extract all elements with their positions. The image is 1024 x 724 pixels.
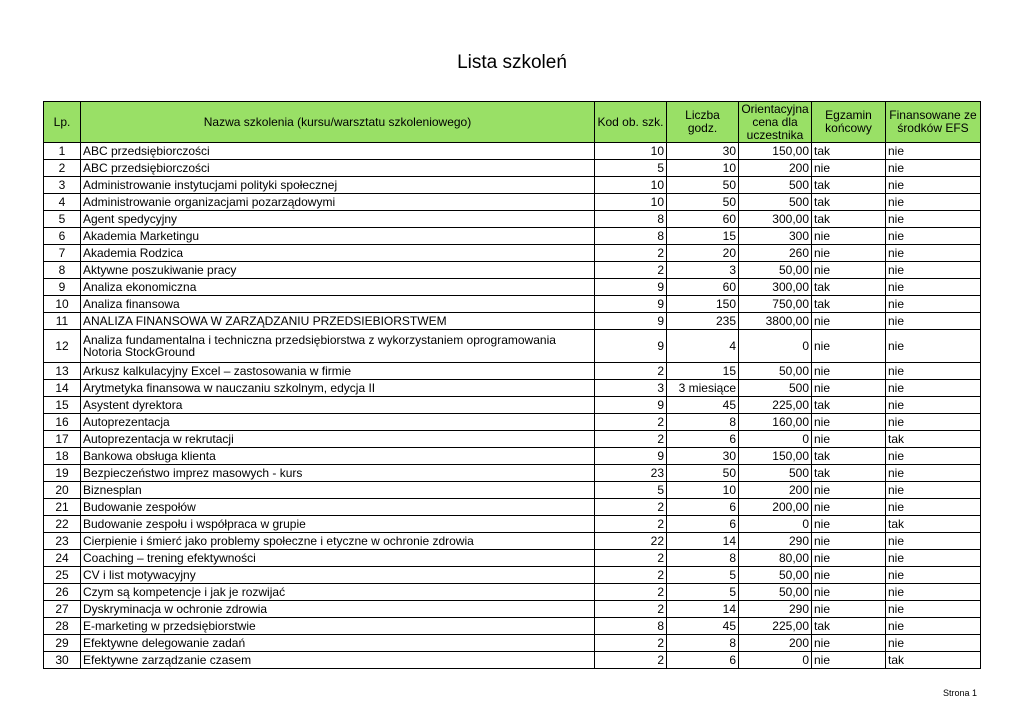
cell-name: Autoprezentacja — [81, 414, 595, 431]
cell-lp: 14 — [44, 380, 81, 397]
cell-lp: 22 — [44, 516, 81, 533]
cell-code: 2 — [595, 414, 667, 431]
cell-hours: 6 — [667, 516, 739, 533]
cell-exam: tak — [812, 211, 886, 228]
cell-name: Akademia Rodzica — [81, 245, 595, 262]
cell-name: Efektywne zarządzanie czasem — [81, 652, 595, 669]
cell-code: 5 — [595, 482, 667, 499]
cell-exam: nie — [812, 431, 886, 448]
cell-price: 0 — [739, 516, 812, 533]
col-header-efs: Finansowane ze środków EFS — [886, 102, 981, 143]
cell-code: 2 — [595, 431, 667, 448]
table-row — [44, 516, 981, 533]
table-row — [44, 448, 981, 465]
cell-lp: 28 — [44, 618, 81, 635]
cell-code: 2 — [595, 584, 667, 601]
col-header-price: Orientacyjna cena dla uczestnika — [739, 102, 812, 143]
cell-exam: nie — [812, 652, 886, 669]
table-row — [44, 296, 981, 313]
cell-hours: 30 — [667, 143, 739, 160]
cell-hours: 8 — [667, 635, 739, 652]
cell-code: 2 — [595, 262, 667, 279]
cell-efs: nie — [886, 160, 981, 177]
cell-lp: 4 — [44, 194, 81, 211]
cell-price: 50,00 — [739, 584, 812, 601]
cell-name: Budowanie zespołu i współpraca w grupie — [81, 516, 595, 533]
cell-hours: 6 — [667, 431, 739, 448]
cell-hours: 8 — [667, 550, 739, 567]
cell-exam: nie — [812, 584, 886, 601]
table-row — [44, 550, 981, 567]
cell-hours: 14 — [667, 601, 739, 618]
cell-efs: nie — [886, 228, 981, 245]
cell-name: Analiza fundamentalna i techniczna przedsiębiorstwa z wykorzystaniem oprogramowania Notoria StockGround — [81, 330, 595, 363]
cell-exam: nie — [812, 160, 886, 177]
cell-lp: 3 — [44, 177, 81, 194]
cell-price: 80,00 — [739, 550, 812, 567]
cell-exam: nie — [812, 567, 886, 584]
cell-price: 200 — [739, 160, 812, 177]
cell-code: 9 — [595, 313, 667, 330]
table-row — [44, 177, 981, 194]
cell-name: E-marketing w przedsiębiorstwie — [81, 618, 595, 635]
cell-price: 290 — [739, 533, 812, 550]
cell-exam: nie — [812, 499, 886, 516]
cell-code: 23 — [595, 465, 667, 482]
cell-code: 2 — [595, 245, 667, 262]
col-header-lp: Lp. — [44, 102, 81, 143]
cell-hours: 3 miesiące — [667, 380, 739, 397]
cell-code: 2 — [595, 652, 667, 669]
cell-lp: 18 — [44, 448, 81, 465]
cell-price: 200 — [739, 482, 812, 499]
cell-price: 150,00 — [739, 143, 812, 160]
cell-code: 2 — [595, 499, 667, 516]
cell-hours: 50 — [667, 177, 739, 194]
cell-lp: 25 — [44, 567, 81, 584]
table-row — [44, 499, 981, 516]
table-row — [44, 397, 981, 414]
table-row — [44, 194, 981, 211]
cell-exam: nie — [812, 330, 886, 363]
cell-code: 3 — [595, 380, 667, 397]
cell-efs: nie — [886, 330, 981, 363]
cell-name: Analiza finansowa — [81, 296, 595, 313]
cell-exam: nie — [812, 363, 886, 380]
cell-name: Akademia Marketingu — [81, 228, 595, 245]
cell-hours: 6 — [667, 652, 739, 669]
cell-name: Biznesplan — [81, 482, 595, 499]
cell-price: 3800,00 — [739, 313, 812, 330]
cell-price: 0 — [739, 431, 812, 448]
cell-efs: nie — [886, 194, 981, 211]
cell-hours: 6 — [667, 499, 739, 516]
col-header-code: Kod ob. szk. — [595, 102, 667, 143]
cell-name: Agent spedycyjny — [81, 211, 595, 228]
cell-code: 2 — [595, 601, 667, 618]
table-row — [44, 482, 981, 499]
cell-code: 2 — [595, 550, 667, 567]
cell-price: 750,00 — [739, 296, 812, 313]
cell-name: Cierpienie i śmierć jako problemy społeczne i etyczne w ochronie zdrowia — [81, 533, 595, 550]
cell-lp: 12 — [44, 330, 81, 363]
table-row — [44, 330, 981, 363]
cell-efs: nie — [886, 584, 981, 601]
col-header-hours: Liczba godz. — [667, 102, 739, 143]
cell-lp: 23 — [44, 533, 81, 550]
cell-efs: nie — [886, 177, 981, 194]
cell-exam: tak — [812, 143, 886, 160]
cell-exam: nie — [812, 380, 886, 397]
cell-name: Czym są kompetencje i jak je rozwijać — [81, 584, 595, 601]
cell-exam: nie — [812, 262, 886, 279]
cell-name: Bankowa obsługa klienta — [81, 448, 595, 465]
training-table — [43, 101, 981, 669]
page-title: Lista szkoleń — [457, 52, 567, 73]
cell-efs: nie — [886, 414, 981, 431]
cell-hours: 14 — [667, 533, 739, 550]
table-row — [44, 279, 981, 296]
cell-lp: 7 — [44, 245, 81, 262]
cell-exam: tak — [812, 177, 886, 194]
table-row — [44, 262, 981, 279]
cell-name: Administrowanie instytucjami polityki społecznej — [81, 177, 595, 194]
cell-lp: 29 — [44, 635, 81, 652]
cell-name: Efektywne delegowanie zadań — [81, 635, 595, 652]
cell-name: ABC przedsiębiorczości — [81, 143, 595, 160]
cell-exam: nie — [812, 228, 886, 245]
table-row — [44, 313, 981, 330]
cell-price: 0 — [739, 330, 812, 363]
cell-name: Administrowanie organizacjami pozarządowymi — [81, 194, 595, 211]
table-row — [44, 584, 981, 601]
cell-hours: 4 — [667, 330, 739, 363]
cell-name: Budowanie zespołów — [81, 499, 595, 516]
cell-code: 10 — [595, 143, 667, 160]
cell-exam: nie — [812, 635, 886, 652]
table-row — [44, 652, 981, 669]
table-row — [44, 160, 981, 177]
col-header-exam: Egzamin końcowy — [812, 102, 886, 143]
cell-efs: nie — [886, 245, 981, 262]
cell-exam: nie — [812, 533, 886, 550]
cell-efs: nie — [886, 143, 981, 160]
cell-lp: 27 — [44, 601, 81, 618]
cell-exam: tak — [812, 296, 886, 313]
table-row — [44, 414, 981, 431]
cell-code: 2 — [595, 516, 667, 533]
cell-hours: 15 — [667, 228, 739, 245]
table-row — [44, 533, 981, 550]
cell-hours: 20 — [667, 245, 739, 262]
cell-lp: 8 — [44, 262, 81, 279]
cell-price: 200,00 — [739, 499, 812, 516]
cell-price: 260 — [739, 245, 812, 262]
cell-exam: tak — [812, 465, 886, 482]
cell-exam: tak — [812, 618, 886, 635]
cell-code: 2 — [595, 363, 667, 380]
cell-price: 500 — [739, 465, 812, 482]
cell-exam: nie — [812, 313, 886, 330]
cell-efs: nie — [886, 448, 981, 465]
cell-lp: 2 — [44, 160, 81, 177]
cell-efs: tak — [886, 431, 981, 448]
cell-hours: 50 — [667, 465, 739, 482]
cell-efs: nie — [886, 533, 981, 550]
table-row — [44, 245, 981, 262]
cell-lp: 6 — [44, 228, 81, 245]
cell-name: CV i list motywacyjny — [81, 567, 595, 584]
cell-name: Bezpieczeństwo imprez masowych - kurs — [81, 465, 595, 482]
col-header-name: Nazwa szkolenia (kursu/warsztatu szkoleniowego) — [81, 102, 595, 143]
cell-efs: nie — [886, 465, 981, 482]
cell-price: 50,00 — [739, 363, 812, 380]
cell-lp: 15 — [44, 397, 81, 414]
cell-exam: tak — [812, 194, 886, 211]
cell-efs: nie — [886, 313, 981, 330]
cell-name: Autoprezentacja w rekrutacji — [81, 431, 595, 448]
cell-code: 9 — [595, 448, 667, 465]
cell-name: Analiza ekonomiczna — [81, 279, 595, 296]
cell-hours: 3 — [667, 262, 739, 279]
cell-hours: 8 — [667, 414, 739, 431]
cell-hours: 150 — [667, 296, 739, 313]
cell-price: 0 — [739, 652, 812, 669]
cell-code: 5 — [595, 160, 667, 177]
cell-code: 2 — [595, 567, 667, 584]
cell-price: 500 — [739, 194, 812, 211]
cell-lp: 20 — [44, 482, 81, 499]
cell-exam: nie — [812, 550, 886, 567]
cell-name: Coaching – trening efektywności — [81, 550, 595, 567]
cell-lp: 17 — [44, 431, 81, 448]
cell-code: 10 — [595, 177, 667, 194]
cell-hours: 10 — [667, 482, 739, 499]
cell-efs: nie — [886, 567, 981, 584]
cell-lp: 13 — [44, 363, 81, 380]
table-row — [44, 211, 981, 228]
cell-price: 225,00 — [739, 397, 812, 414]
cell-name: Aktywne poszukiwanie pracy — [81, 262, 595, 279]
cell-hours: 5 — [667, 584, 739, 601]
header-row — [44, 102, 981, 143]
cell-exam: tak — [812, 397, 886, 414]
cell-price: 50,00 — [739, 262, 812, 279]
table-row — [44, 431, 981, 448]
cell-lp: 21 — [44, 499, 81, 516]
cell-hours: 45 — [667, 618, 739, 635]
cell-name: Arytmetyka finansowa w nauczaniu szkolnym, edycja II — [81, 380, 595, 397]
cell-code: 8 — [595, 618, 667, 635]
table-row — [44, 618, 981, 635]
table-body — [44, 143, 981, 669]
cell-hours: 235 — [667, 313, 739, 330]
cell-code: 10 — [595, 194, 667, 211]
cell-name: Asystent dyrektora — [81, 397, 595, 414]
cell-code: 9 — [595, 279, 667, 296]
cell-lp: 19 — [44, 465, 81, 482]
cell-exam: nie — [812, 601, 886, 618]
table-row — [44, 228, 981, 245]
cell-efs: nie — [886, 380, 981, 397]
cell-lp: 16 — [44, 414, 81, 431]
cell-hours: 15 — [667, 363, 739, 380]
cell-efs: nie — [886, 211, 981, 228]
cell-price: 150,00 — [739, 448, 812, 465]
cell-hours: 60 — [667, 211, 739, 228]
cell-price: 50,00 — [739, 567, 812, 584]
cell-hours: 50 — [667, 194, 739, 211]
cell-name: ABC przedsiębiorczości — [81, 160, 595, 177]
cell-hours: 60 — [667, 279, 739, 296]
cell-lp: 30 — [44, 652, 81, 669]
cell-efs: tak — [886, 652, 981, 669]
cell-efs: nie — [886, 601, 981, 618]
cell-hours: 10 — [667, 160, 739, 177]
cell-price: 500 — [739, 380, 812, 397]
cell-efs: nie — [886, 279, 981, 296]
cell-code: 8 — [595, 211, 667, 228]
table-row — [44, 567, 981, 584]
table-row — [44, 380, 981, 397]
cell-efs: nie — [886, 618, 981, 635]
cell-exam: nie — [812, 482, 886, 499]
cell-efs: nie — [886, 262, 981, 279]
cell-code: 8 — [595, 228, 667, 245]
cell-price: 500 — [739, 177, 812, 194]
cell-exam: tak — [812, 279, 886, 296]
cell-lp: 26 — [44, 584, 81, 601]
cell-code: 9 — [595, 330, 667, 363]
table-row — [44, 363, 981, 380]
cell-exam: nie — [812, 414, 886, 431]
cell-code: 9 — [595, 397, 667, 414]
cell-name: Dyskryminacja w ochronie zdrowia — [81, 601, 595, 618]
cell-efs: nie — [886, 635, 981, 652]
cell-price: 200 — [739, 635, 812, 652]
cell-lp: 1 — [44, 143, 81, 160]
cell-name: Arkusz kalkulacyjny Excel – zastosowania w firmie — [81, 363, 595, 380]
cell-name: ANALIZA FINANSOWA W ZARZĄDZANIU PRZEDSIEBIORSTWEM — [81, 313, 595, 330]
cell-efs: nie — [886, 296, 981, 313]
cell-hours: 30 — [667, 448, 739, 465]
table-row — [44, 465, 981, 482]
cell-code: 9 — [595, 296, 667, 313]
cell-efs: nie — [886, 363, 981, 380]
page-number: Strona 1 — [942, 688, 977, 698]
cell-efs: nie — [886, 482, 981, 499]
table-row — [44, 635, 981, 652]
table-row — [44, 143, 981, 160]
cell-hours: 45 — [667, 397, 739, 414]
cell-lp: 5 — [44, 211, 81, 228]
cell-price: 160,00 — [739, 414, 812, 431]
cell-price: 300,00 — [739, 211, 812, 228]
cell-efs: nie — [886, 499, 981, 516]
cell-price: 290 — [739, 601, 812, 618]
cell-exam: nie — [812, 516, 886, 533]
table-row — [44, 601, 981, 618]
cell-lp: 10 — [44, 296, 81, 313]
cell-price: 300,00 — [739, 279, 812, 296]
cell-efs: nie — [886, 550, 981, 567]
cell-price: 300 — [739, 228, 812, 245]
cell-exam: tak — [812, 448, 886, 465]
cell-exam: nie — [812, 245, 886, 262]
cell-efs: nie — [886, 397, 981, 414]
cell-lp: 9 — [44, 279, 81, 296]
cell-efs: tak — [886, 516, 981, 533]
cell-price: 225,00 — [739, 618, 812, 635]
cell-code: 2 — [595, 635, 667, 652]
cell-lp: 11 — [44, 313, 81, 330]
cell-lp: 24 — [44, 550, 81, 567]
cell-code: 22 — [595, 533, 667, 550]
cell-hours: 5 — [667, 567, 739, 584]
